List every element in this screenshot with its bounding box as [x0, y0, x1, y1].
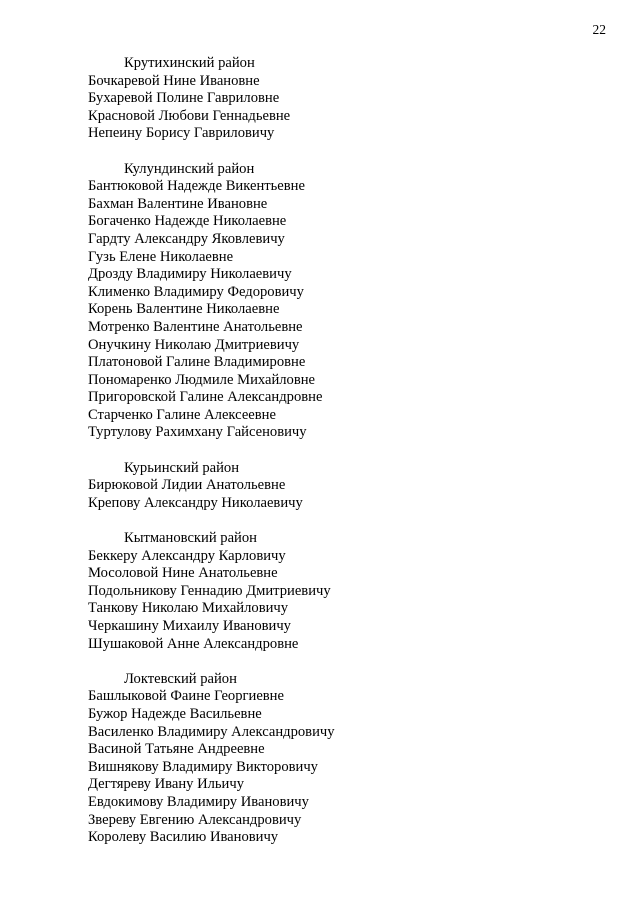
person-name: Мотренко Валентине Анатольевне [88, 318, 303, 335]
person-name: Вишнякову Владимиру Викторовичу [88, 758, 318, 775]
person-name: Подольникову Геннадию Дмитриевичу [88, 582, 331, 599]
person-name: Платоновой Галине Владимировне [88, 354, 306, 371]
person-name: Бочкаревой Нине Ивановне [88, 72, 260, 89]
district-heading: Кытмановский район [124, 530, 257, 547]
person-name: Дрозду Владимиру Николаевичу [88, 266, 292, 283]
page-number: 22 [592, 22, 606, 37]
person-name: Черкашину Михаилу Ивановичу [88, 618, 291, 634]
person-name: Бирюковой Лидии Анатольевне [88, 477, 286, 494]
person-name: Танкову Николаю Михайловичу [88, 600, 289, 617]
person-name: Клименко Владимиру Федоровичу [88, 283, 304, 300]
person-name: Красновой Любови Геннадьевне [88, 107, 291, 124]
person-name: Пономаренко Людмиле Михайловне [88, 371, 316, 388]
person-name: Бужор Надежде Васильевне [88, 705, 262, 722]
person-name: Пригоровской Галине Александровне [88, 389, 323, 406]
district-heading: Курьинский район [124, 459, 240, 476]
person-name: Корень Валентине Николаевне [88, 301, 280, 318]
district-section [88, 671, 608, 847]
person-name: Башлыковой Фаине Георгиевне [88, 688, 284, 705]
district-heading: Кулундинский район [124, 160, 255, 177]
person-name: Старченко Галине Алексеевне [88, 406, 276, 423]
person-name: Бахман Валентине Ивановне [88, 195, 268, 212]
district-heading: Крутихинский район [124, 55, 255, 71]
person-name: Евдокимову Владимиру Ивановичу [88, 793, 309, 810]
person-name: Бухаревой Полине Гавриловне [88, 90, 280, 107]
person-name: Мосоловой Нине Анатольевне [88, 565, 278, 582]
person-name: Васиной Татьяне Андреевне [88, 741, 265, 758]
district-section [88, 460, 608, 513]
district-heading: Локтевский район [124, 670, 237, 687]
person-name: Дегтяреву Ивану Ильичу [88, 776, 244, 793]
person-name: Василенко Владимиру Александровичу [88, 723, 335, 740]
person-name: Гардту Александру Яковлевичу [88, 230, 285, 247]
district-section [88, 530, 608, 653]
document-body [88, 55, 608, 847]
district-section [88, 161, 608, 443]
person-name: Звереву Евгению Александровичу [88, 811, 302, 828]
person-name: Шушаковой Анне Александровне [88, 635, 299, 652]
person-name: Беккеру Александру Карловичу [88, 547, 286, 564]
person-name: Онучкину Николаю Дмитриевичу [88, 336, 300, 353]
person-name: Богаченко Надежде Николаевне [88, 213, 287, 230]
person-name: Туртулову Рахимхану Гайсеновичу [88, 424, 307, 441]
district-section [88, 55, 608, 143]
person-name: Бантюковой Надежде Викентьевне [88, 178, 305, 195]
person-name: Королеву Василию Ивановичу [88, 829, 279, 846]
person-name: Гузь Елене Николаевне [88, 248, 234, 265]
person-name: Непеину Борису Гавриловичу [88, 125, 275, 142]
person-name: Крепову Александру Николаевичу [88, 494, 303, 511]
